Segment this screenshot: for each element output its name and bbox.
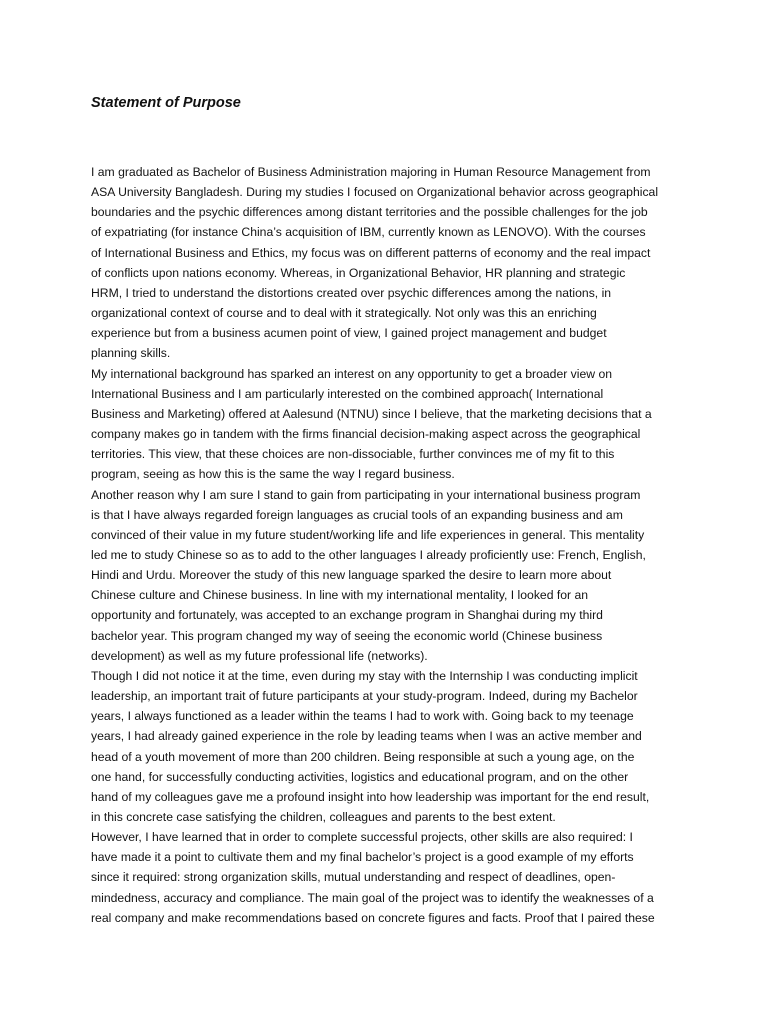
text-line: program, seeing as how this is the same the way I regard business. bbox=[91, 467, 455, 482]
document-body bbox=[91, 162, 683, 928]
text-line: Though I did not notice it at the time, even during my stay with the Internship I was conducting implicit bbox=[91, 668, 638, 683]
text-line: have made it a point to cultivate them and my final bachelor’s project is a good example of my efforts bbox=[91, 850, 634, 865]
text-line: Chinese culture and Chinese business. In line with my international mentality, I looked for an bbox=[91, 588, 589, 603]
text-line: Hindi and Urdu. Moreover the study of this new language sparked the desire to learn more about bbox=[91, 568, 612, 583]
text-line: organizational context of course and to deal with it strategically. Not only was this an enriching bbox=[91, 306, 597, 321]
paragraph bbox=[91, 162, 683, 364]
text-line: years, I had already gained experience in the role by leading teams when I was an active member and bbox=[91, 729, 642, 744]
text-line: in this concrete case satisfying the children, colleagues and parents to the best extent. bbox=[91, 810, 556, 824]
text-line: head of a youth movement of more than 200 children. Being responsible at such a young age, on the bbox=[91, 749, 635, 764]
text-line: convinced of their value in my future student/working life and life experiences in general. This mentality bbox=[91, 527, 645, 542]
text-line: one hand, for successfully conducting activities, logistics and educational program, and on the other bbox=[91, 769, 629, 784]
text-line: since it required: strong organization skills, mutual understanding and respect of deadlines, open- bbox=[91, 870, 616, 885]
text-line: I am graduated as Bachelor of Business Administration majoring in Human Resource Management from bbox=[91, 165, 651, 179]
text-line: HRM, I tried to understand the distortions created over psychic differences among the nations, in bbox=[91, 285, 612, 300]
text-line: bachelor year. This program changed my way of seeing the economic world (Chinese business bbox=[91, 628, 603, 643]
text-line: ASA University Bangladesh. During my studies I focused on Organizational behavior across geographical bbox=[91, 185, 659, 200]
text-line: opportunity and fortunately, was accepted to an exchange program in Shanghai during my third bbox=[91, 608, 603, 623]
text-line: company makes go in tandem with the firms financial decision-making aspect across the geographical bbox=[91, 427, 641, 442]
text-line: My international background has sparked an interest on any opportunity to get a broader view on bbox=[91, 366, 612, 381]
text-line: years, I always functioned as a leader within the teams I had to work with. Going back to my teenage bbox=[91, 709, 634, 724]
text-line: territories. This view, that these choices are non-dissociable, further convinces me of my fit to this bbox=[91, 447, 615, 462]
paragraph bbox=[91, 485, 683, 666]
text-line: boundaries and the psychic differences among distant territories and the possible challenges for the job bbox=[91, 205, 648, 220]
paragraph bbox=[91, 827, 683, 928]
text-line: planning skills. bbox=[91, 346, 171, 361]
document-title: Statement of Purpose bbox=[91, 95, 241, 111]
text-line: led me to study Chinese so as to add to the other languages I already proficiently use: French, English, bbox=[91, 547, 646, 562]
text-line: is that I have always regarded foreign languages as crucial tools of an expanding business and am bbox=[91, 507, 623, 522]
text-line: Another reason why I am sure I stand to gain from participating in your international business program bbox=[91, 487, 641, 502]
text-line: of International Business and Ethics, my focus was on different patterns of economy and the real impact bbox=[91, 245, 651, 260]
text-line: of conflicts upon nations economy. Whereas, in Organizational Behavior, HR planning and strategic bbox=[91, 265, 626, 280]
text-line: leadership, an important trait of future participants at your study-program. Indeed, during my Bachelor bbox=[91, 689, 638, 704]
text-line: International Business and I am particularly interested on the combined approach( International bbox=[91, 386, 604, 401]
text-line: mindedness, accuracy and compliance. The main goal of the project was to identify the weaknesses of a bbox=[91, 890, 654, 905]
paragraph bbox=[91, 666, 683, 827]
text-line: experience but from a business acumen point of view, I gained project management and budget bbox=[91, 326, 607, 341]
text-line: Business and Marketing) offered at Aalesund (NTNU) since I believe, that the marketing decisions that a bbox=[91, 406, 652, 421]
text-line: hand of my colleagues gave me a profound insight into how leadership was important for the end result, bbox=[91, 789, 650, 804]
text-line: development) as well as my future professional life (networks). bbox=[91, 648, 428, 663]
text-line: of expatriating (for instance China’s acquisition of IBM, currently known as LENOVO). With the courses bbox=[91, 225, 646, 240]
text-line: real company and make recommendations based on concrete figures and facts. Proof that I paired these bbox=[91, 910, 655, 925]
text-line: However, I have learned that in order to complete successful projects, other skills are also required: I bbox=[91, 830, 633, 845]
paragraph bbox=[91, 364, 683, 485]
